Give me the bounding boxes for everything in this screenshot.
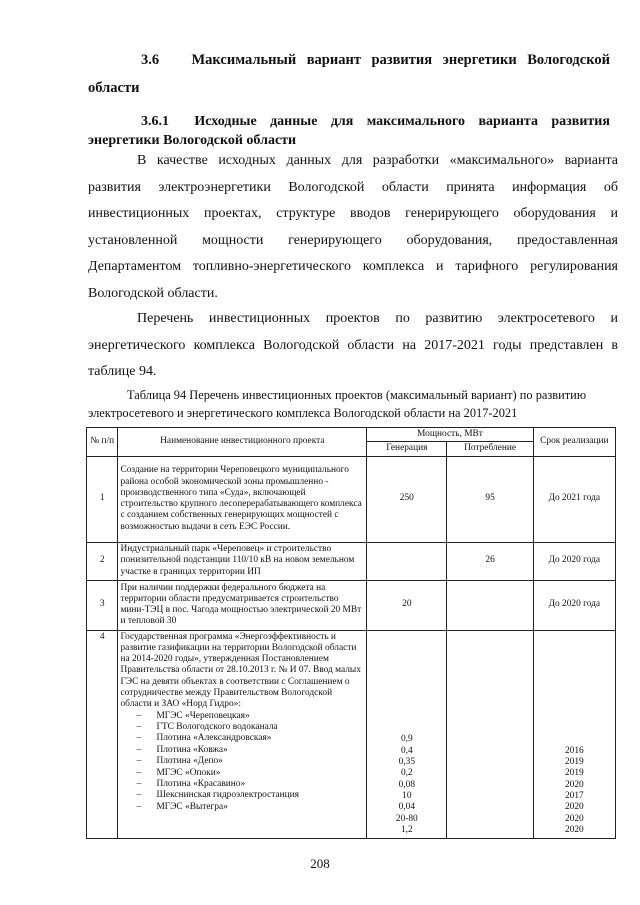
header-num: № п/п bbox=[87, 428, 118, 457]
header-name: Наименование инвестиционного проекта bbox=[118, 428, 367, 457]
cell-num: 3 bbox=[87, 580, 118, 630]
subsection-heading-word: для bbox=[330, 114, 354, 129]
paragraph-text: Перечень инвестиционных проектов по развитию электросетевого и энергетического комплекса Вологодской области на 2017-2021 годы представлен в таблице 94. bbox=[88, 311, 618, 379]
header-consumption: Потребление bbox=[447, 442, 533, 456]
generation-value: 0,9 bbox=[400, 734, 413, 745]
table-row bbox=[87, 456, 616, 542]
program-description: Государственная программа «Энергоэффективность и развитие газификации на территории Вологодской области на 2014-2020 годы», утвержденная Постановлением Правительства области от 28.10.2013 г. № И 07. Ввод малых ГЭС на девяти объектах в соответствии с Соглашением о сотрудничестве между Правительством Вологодской области и ЗАО «Норд Гидро»: bbox=[120, 631, 361, 710]
list-item: – МГЭС «Вытегра» bbox=[136, 801, 228, 812]
generation-value: 0,35 bbox=[398, 756, 416, 767]
term-value: 2017 bbox=[564, 791, 584, 802]
list-item: – Плотина «Красавино» bbox=[136, 779, 246, 790]
term-value: 2020 bbox=[564, 802, 584, 813]
section-heading-word: Максимальный bbox=[191, 52, 297, 68]
term-value: 2020 bbox=[564, 825, 584, 836]
section-heading-line2: области bbox=[88, 80, 140, 96]
generation-value: 1,2 bbox=[400, 825, 413, 836]
term-value: 2019 bbox=[564, 756, 584, 767]
table-caption-text: Таблица 94 Перечень инвестиционных проектов (максимальный вариант) по развитию электросетевого и энергетического комплекса Вологодской области на 2017-2021 bbox=[88, 388, 587, 420]
list-item: – ГТС Вологодского водоканала bbox=[136, 722, 278, 733]
paragraph-text: В качестве исходных данных для разработки «максимального» варианта развития электроэнергетики Вологодской области принята информация об инвестиционных проектах, структуре вводов генерирующего оборудования и установленной мощности генерирующего оборудования, предоставленная Департаментом топливно-энергетического комплекса и тарифного регулирования Вологодской области. bbox=[88, 153, 618, 301]
section-number: 3.6 bbox=[141, 52, 160, 68]
cell-name bbox=[118, 630, 367, 838]
subsection-heading-word: варианта bbox=[478, 114, 538, 129]
subsection-heading-line1 bbox=[88, 112, 610, 131]
cell-consumption: 26 bbox=[447, 542, 533, 580]
cell-name: Создание на территории Череповецкого муниципального района особой экономической зоны промышленно - производственного типа «Суда», включающей строительство крупного лесоперерабатывающего комплекса с созданием собственных генерирующих мощностей с возможностью выдачи в сеть ЕЭС России. bbox=[118, 456, 367, 542]
generation-value: 20-80 bbox=[395, 813, 418, 824]
subsection-heading-word: развития bbox=[551, 114, 610, 129]
table-row bbox=[87, 630, 616, 838]
cell-generation bbox=[367, 542, 447, 580]
cell-num: 2 bbox=[87, 542, 118, 580]
header-power: Мощность, МВт bbox=[367, 428, 534, 442]
section-heading-line1 bbox=[88, 46, 610, 74]
cell-consumption: 95 bbox=[447, 456, 533, 542]
generation-value: 0,04 bbox=[398, 802, 416, 813]
paragraph-project-list bbox=[88, 306, 618, 386]
list-item: – Плотина «Ковжа» bbox=[136, 744, 228, 755]
subsection-heading-line2: энергетики Вологодской области bbox=[88, 133, 297, 148]
generation-value: 0,08 bbox=[398, 779, 416, 790]
cell-num: 4 bbox=[87, 630, 118, 838]
subsection-number: 3.6.1 bbox=[141, 114, 169, 129]
cell-term: До 2020 года bbox=[533, 580, 615, 630]
term-value: 2016 bbox=[564, 745, 584, 756]
list-item: – МГЭС «Череповецкая» bbox=[136, 710, 250, 721]
section-heading bbox=[88, 46, 610, 102]
paragraph-source-data bbox=[88, 148, 618, 307]
section-heading-word: Вологодской bbox=[527, 52, 610, 68]
cell-name: Индустриальный парк «Череповец» и строительство понизительной подстанции 110/10 кВ на новом земельном участке в границах территории ИП bbox=[118, 542, 367, 580]
subsection-heading-word: максимального bbox=[366, 114, 466, 129]
cell-generation: 20 bbox=[367, 580, 447, 630]
cell-generation bbox=[367, 630, 447, 838]
cell-term bbox=[533, 630, 615, 838]
projects-table bbox=[86, 427, 616, 839]
table-row bbox=[87, 542, 616, 580]
header-term: Срок реализации bbox=[533, 428, 615, 457]
page-number: 208 bbox=[310, 856, 330, 871]
table-row bbox=[87, 580, 616, 630]
list-item: – Шекснинская гидроэлектростанция bbox=[136, 790, 299, 801]
cell-name: При наличии поддержки федерального бюджета на территории области предусматривается строительство мини-ТЭЦ в пос. Чагода мощностью электрической 20 МВт и тепловой 30 bbox=[118, 580, 367, 630]
table-header-row bbox=[87, 428, 616, 442]
term-value: 2020 bbox=[564, 779, 584, 790]
generation-value: 0,4 bbox=[400, 745, 413, 756]
subsection-heading-word: Исходные bbox=[194, 114, 257, 129]
header-generation: Генерация bbox=[367, 442, 447, 456]
table-caption bbox=[88, 386, 616, 422]
cell-term: До 2021 года bbox=[533, 456, 615, 542]
cell-consumption bbox=[447, 630, 533, 838]
generation-value: 0,2 bbox=[400, 768, 413, 779]
cell-consumption bbox=[447, 580, 533, 630]
list-item: – Плотина «Депо» bbox=[136, 756, 223, 767]
term-value: 2019 bbox=[564, 768, 584, 779]
section-heading-word: развития bbox=[371, 52, 433, 68]
section-heading-word: энергетики bbox=[442, 52, 517, 68]
list-item: – Плотина «Александровская» bbox=[136, 733, 272, 744]
generation-stack bbox=[369, 632, 444, 837]
section-heading-word: вариант bbox=[306, 52, 361, 68]
term-value bbox=[536, 734, 613, 745]
cell-generation: 250 bbox=[367, 456, 447, 542]
cell-term: До 2020 года bbox=[533, 542, 615, 580]
term-stack bbox=[536, 632, 613, 837]
subsection-heading-word: данные bbox=[270, 114, 318, 129]
list-item: – МГЭС «Опоки» bbox=[136, 767, 221, 778]
generation-value: 10 bbox=[402, 791, 412, 802]
subsection-heading bbox=[88, 112, 610, 150]
term-value: 2020 bbox=[564, 813, 584, 824]
cell-num: 1 bbox=[87, 456, 118, 542]
